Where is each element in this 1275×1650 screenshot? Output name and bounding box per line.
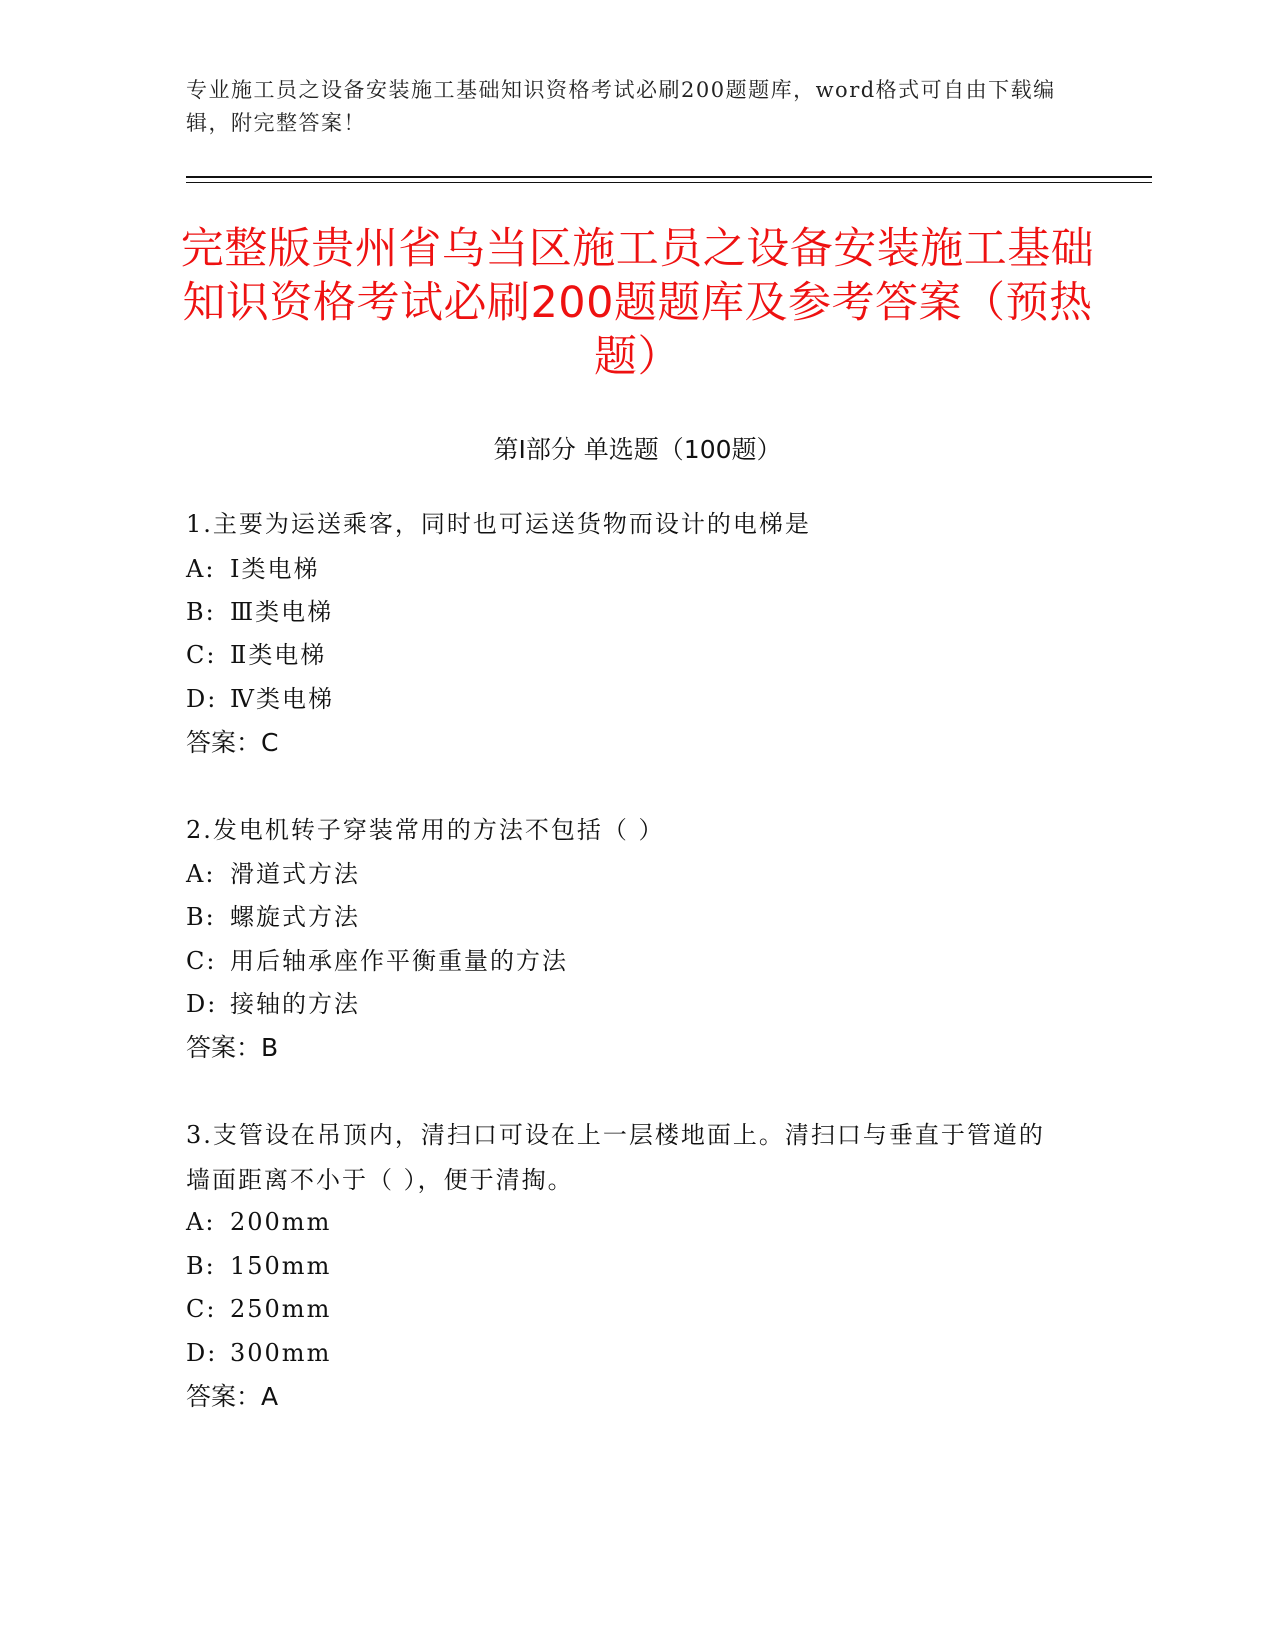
- option-text: 滑道式方法: [230, 860, 360, 888]
- option-letter: B:: [186, 1252, 216, 1280]
- question-3-option-c: [186, 1292, 1066, 1326]
- option-letter: D:: [186, 685, 218, 713]
- answer-value: C: [261, 728, 279, 757]
- header-rule-thin: [186, 182, 1152, 183]
- header-rule-thick: [186, 176, 1152, 178]
- option-text: 200mm: [230, 1208, 332, 1236]
- option-letter: A:: [186, 555, 216, 583]
- answer-prefix: 答案：: [186, 1033, 262, 1062]
- question-1-option-c: [186, 638, 1066, 672]
- option-letter: C:: [186, 947, 217, 975]
- answer-prefix: 答案：: [186, 1382, 262, 1411]
- option-letter: C:: [186, 1295, 217, 1323]
- option-text: 用后轴承座作平衡重量的方法: [230, 947, 568, 975]
- question-1-stem: 1.主要为运送乘客，同时也可运送货物而设计的电梯是: [186, 510, 811, 538]
- option-text: 150mm: [230, 1252, 332, 1280]
- option-text: Ⅲ类电梯: [230, 598, 334, 626]
- option-letter: B:: [186, 903, 216, 931]
- question-3-option-d: [186, 1336, 1066, 1370]
- question-1-option-d: [186, 682, 1066, 716]
- question-2-option-a: [186, 857, 1066, 891]
- question-3-answer: [186, 1380, 278, 1414]
- option-letter: D:: [186, 990, 218, 1018]
- question-1-option-b: [186, 595, 1066, 629]
- question-2-option-b: [186, 900, 1066, 934]
- question-1-option-a: [186, 552, 1066, 586]
- option-text: 接轴的方法: [230, 990, 360, 1018]
- question-2-answer: [186, 1031, 278, 1065]
- document-title: 完整版贵州省乌当区施工员之设备安装施工基础知识资格考试必刷200题题库及参考答案（预热题）: [180, 224, 1095, 382]
- answer-prefix: 答案：: [186, 728, 262, 757]
- question-2-option-d: [186, 987, 1066, 1021]
- answer-value: B: [261, 1033, 279, 1062]
- section-heading: 第I部分 单选题（100题）: [493, 435, 782, 464]
- question-3-option-a: [186, 1205, 1066, 1239]
- question-2-option-c: [186, 944, 1066, 978]
- header-note: 专业施工员之设备安装施工基础知识资格考试必刷200题题库，word格式可自由下载编辑，附完整答案！: [186, 78, 1056, 135]
- answer-value: A: [261, 1382, 279, 1411]
- option-letter: C:: [186, 641, 217, 669]
- option-text: Ⅳ类电梯: [230, 685, 334, 713]
- option-text: 螺旋式方法: [230, 903, 360, 931]
- option-text: 300mm: [230, 1339, 332, 1367]
- question-2-stem: 2.发电机转子穿装常用的方法不包括（ ）: [186, 816, 665, 844]
- option-letter: B:: [186, 598, 216, 626]
- option-letter: A:: [186, 860, 216, 888]
- option-text: Ⅰ类电梯: [230, 555, 320, 583]
- option-text: 250mm: [230, 1295, 332, 1323]
- option-letter: A:: [186, 1208, 216, 1236]
- option-text: Ⅱ类电梯: [230, 641, 327, 669]
- question-3-option-b: [186, 1249, 1066, 1283]
- question-1-answer: [186, 726, 278, 760]
- question-3-stem: 3.支管设在吊顶内，清扫口可设在上一层楼地面上。清扫口与垂直于管道的墙面距离不小于（ ），便于清掏。: [186, 1121, 1045, 1194]
- option-letter: D:: [186, 1339, 218, 1367]
